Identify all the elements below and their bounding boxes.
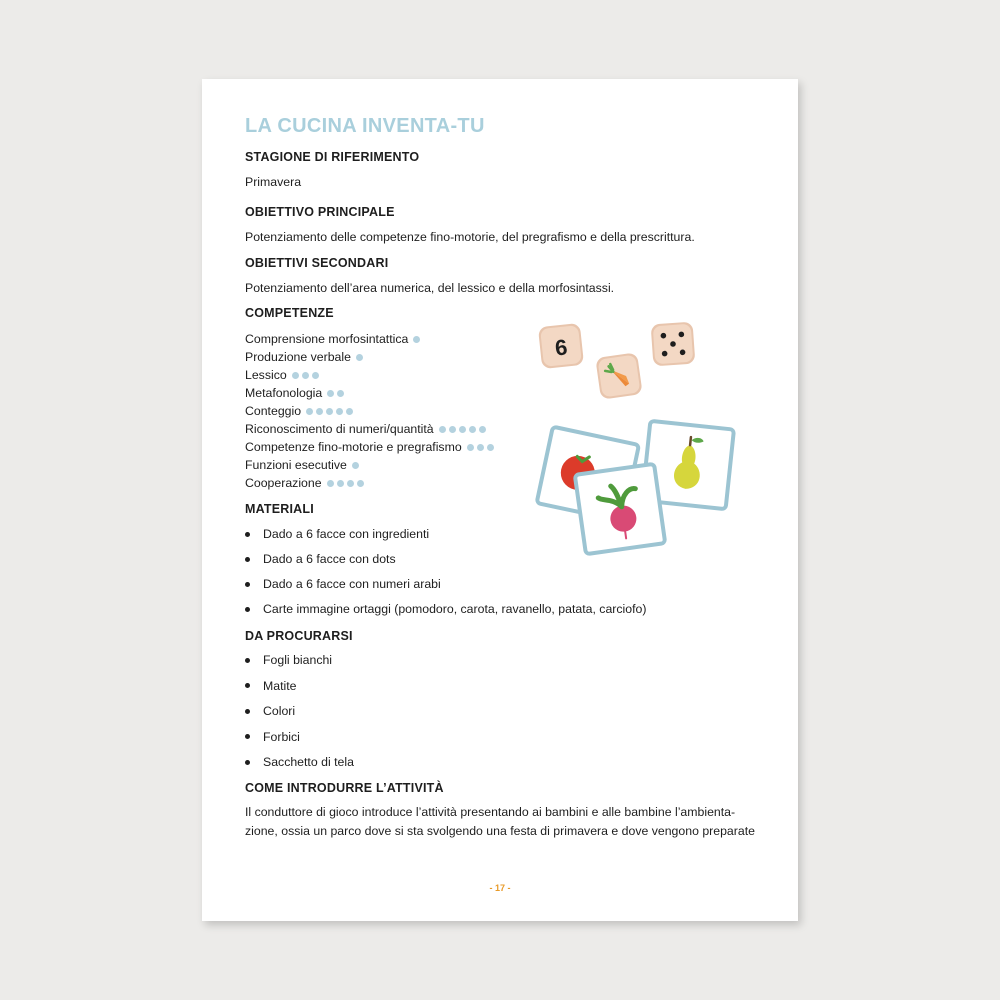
level-dot-icon: [347, 480, 354, 487]
materiale-item: [245, 527, 429, 541]
text-obiettivo-principale: Potenziamento delle competenze fino-motorie, del pregrafismo e della prescrittura.: [245, 230, 695, 244]
text-come-introdurre-line2: zione, ossia un parco dove si sta svolgendo una festa di primavera e dove vengono preparate: [245, 824, 755, 838]
procurarsi-item: [245, 704, 295, 718]
level-dot-icon: [292, 372, 299, 379]
competenza-item: [245, 422, 486, 436]
level-dot-icon: [337, 390, 344, 397]
materiale-item: [245, 577, 441, 591]
competenza-item: [245, 476, 364, 490]
document-title: LA CUCINA INVENTA-TU: [245, 115, 485, 137]
level-dot-icon: [302, 372, 309, 379]
level-dot-icon: [352, 462, 359, 469]
competenza-label: Lessico: [245, 368, 287, 382]
competenza-level-dots: [439, 426, 486, 433]
competenza-level-dots: [327, 480, 364, 487]
bullet-icon: [245, 557, 250, 562]
level-dot-icon: [312, 372, 319, 379]
die-number-label: 6: [553, 334, 569, 361]
heading-obiettivi-secondari: OBIETTIVI SECONDARI: [245, 256, 389, 270]
level-dot-icon: [336, 408, 343, 415]
competenza-level-dots: [467, 444, 494, 451]
level-dot-icon: [337, 480, 344, 487]
level-dot-icon: [477, 444, 484, 451]
level-dot-icon: [327, 480, 334, 487]
bullet-icon: [245, 760, 250, 765]
bullet-icon: [245, 532, 250, 537]
level-dot-icon: [479, 426, 486, 433]
text-obiettivi-secondari: Potenziamento dell’area numerica, del lessico e della morfosintassi.: [245, 281, 615, 295]
competenza-item: [245, 368, 319, 382]
die-dots-icon: [651, 322, 696, 367]
level-dot-icon: [327, 390, 334, 397]
competenza-level-dots: [292, 372, 319, 379]
level-dot-icon: [449, 426, 456, 433]
heading-materiali: MATERIALI: [245, 502, 314, 516]
competenza-label: Cooperazione: [245, 476, 322, 490]
bullet-icon: [245, 607, 250, 612]
competenza-item: [245, 386, 344, 400]
level-dot-icon: [459, 426, 466, 433]
level-dot-icon: [413, 336, 420, 343]
competenza-level-dots: [327, 390, 344, 397]
competenza-item: [245, 440, 494, 454]
level-dot-icon: [346, 408, 353, 415]
bullet-icon: [245, 658, 250, 663]
heading-competenze: COMPETENZE: [245, 306, 334, 320]
level-dot-icon: [356, 354, 363, 361]
materiale-label: Dado a 6 facce con dots: [263, 552, 396, 566]
competenza-item: [245, 332, 420, 346]
competenza-item: [245, 404, 353, 418]
procurarsi-item: [245, 730, 300, 744]
competenza-label: Conteggio: [245, 404, 302, 418]
competenza-item: [245, 458, 359, 472]
heading-obiettivo-principale: OBIETTIVO PRINCIPALE: [245, 205, 395, 219]
die-carrot-icon: [595, 352, 642, 399]
heading-stagione: STAGIONE DI RIFERIMENTO: [245, 150, 420, 164]
procurarsi-label: Forbici: [263, 729, 300, 744]
competenza-label: Riconoscimento di numeri/quantità: [245, 422, 434, 436]
text-come-introdurre-line1: Il conduttore di gioco introduce l’attività presentando ai bambini e alle bambine l’ambienta-: [245, 805, 736, 819]
procurarsi-item: [245, 755, 354, 769]
level-dot-icon: [467, 444, 474, 451]
level-dot-icon: [439, 426, 446, 433]
bullet-icon: [245, 709, 250, 714]
procurarsi-item: [245, 679, 297, 693]
competenza-level-dots: [352, 462, 359, 469]
competenza-label: Produzione verbale: [245, 350, 351, 364]
heading-come-introdurre: COME INTRODURRE L’ATTIVITÀ: [245, 781, 444, 795]
bullet-icon: [245, 582, 250, 587]
level-dot-icon: [326, 408, 333, 415]
materiale-item: [245, 552, 396, 566]
competenza-level-dots: [306, 408, 353, 415]
bullet-icon: [245, 683, 250, 688]
heading-da-procurarsi: DA PROCURARSI: [245, 629, 353, 643]
text-stagione: Primavera: [245, 175, 302, 189]
procurarsi-label: Colori: [263, 704, 296, 718]
competenza-label: Funzioni esecutive: [245, 458, 347, 472]
die-number-icon: [538, 323, 584, 369]
procurarsi-label: Fogli bianchi: [263, 653, 333, 667]
document-page: [202, 79, 798, 921]
procurarsi-label: Matite: [263, 678, 297, 693]
materiale-label: Carte immagine ortaggi (pomodoro, carota, ravanello, patata, carciofo): [263, 602, 647, 616]
materiale-label: Dado a 6 facce con ingredienti: [263, 527, 430, 541]
competenza-level-dots: [413, 336, 420, 343]
materiale-item: [245, 602, 646, 616]
competenza-level-dots: [356, 354, 363, 361]
procurarsi-item: [245, 653, 332, 667]
level-dot-icon: [316, 408, 323, 415]
level-dot-icon: [357, 480, 364, 487]
bullet-icon: [245, 734, 250, 739]
level-dot-icon: [306, 408, 313, 415]
level-dot-icon: [487, 444, 494, 451]
competenza-label: Metafonologia: [245, 386, 323, 400]
materiale-label: Dado a 6 facce con numeri arabi: [263, 577, 441, 591]
dice-and-cards-illustration: [532, 317, 742, 557]
competenza-label: Competenze fino-motorie e pregrafismo: [245, 440, 462, 454]
card-radish-icon: [575, 464, 665, 554]
level-dot-icon: [469, 426, 476, 433]
page-number: - 17 -: [489, 883, 511, 893]
competenza-label: Comprensione morfosintattica: [245, 332, 409, 346]
procurarsi-label: Sacchetto di tela: [263, 755, 354, 769]
competenza-item: [245, 350, 363, 364]
